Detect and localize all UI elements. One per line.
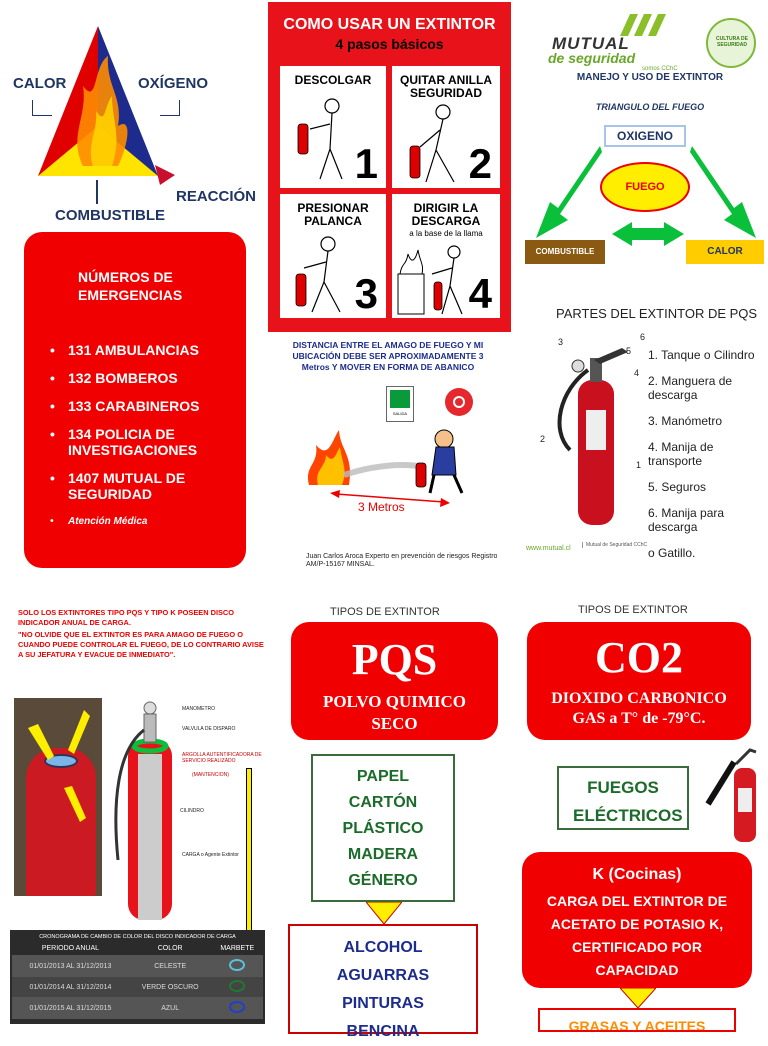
callout-6: 6 [640,332,646,342]
pqs-class-b-aguarras: AGUARRAS [336,967,430,984]
co2-heading: TIPOS DE EXTINTOR [578,604,688,616]
cronograma-title: CRONOGRAMA DE CAMBIO DE COLOR DEL DISCO INDICADOR DE CARGA [39,934,236,940]
pqs-box [291,622,498,740]
warning-text-2: "NO OLVIDE QUE EL EXTINTOR ES PARA AMAGO DE FUEGO O CUANDO PUEDE CONTROLAR EL FUEGO, DE LO CONTRARIO AVISE A SU JEFATURA Y EVACUE DE INMEDIATO". [18,630,264,659]
emergency-item-bomberos: • 132 BOMBEROS [40,370,238,386]
pqs-class-a-carton: CARTÓN [348,794,418,811]
row-1-to: 31/12/2013 [76,962,112,970]
cronograma-table [10,930,265,1024]
pqs-class-a-madera: MADERA [347,846,419,863]
pqs-class-a-papel: PAPEL [356,768,410,785]
parts-item-7: o Gatillo. [648,546,696,560]
oxigeno-leader-line [160,100,180,116]
label-calor: CALOR [13,75,67,92]
co2-fuegos-box: FUEGOS ELÉCTRICOS [557,766,689,830]
k-box [522,852,752,988]
distance-text: DISTANCIA ENTRE EL AMAGO DE FUEGO Y MI UBICACIÓN DEBE SER APROXIMADAMENTE 3 Metros Y MOVER EN FORMA DE ABANICO [292,340,484,372]
step-4 [392,194,500,318]
fire-and-person-icon [396,244,476,316]
step-2-number: 2 [468,140,492,187]
emergency-item-pdi: • 134 POLICIA DE INVESTIGACIONES [40,426,238,458]
pqs-class-b-bencina: BENCINA [346,1023,420,1040]
co2-name: CO2 [595,633,683,682]
step-3 [280,194,386,318]
person-quitar-anilla-icon [398,102,468,186]
alarm-icon [445,388,473,416]
person-extinguishing-fire-icon [304,425,474,495]
row-2-marbete [212,977,263,998]
extinguisher-photo [14,698,102,896]
parts-title: PARTES DEL EXTINTOR DE PQS [556,306,758,321]
row-2-to: 31/12/2014 [76,983,112,991]
mutual-logo-line3: somos CChC [642,66,678,72]
row-1-marbete [212,956,263,977]
row-3-color: AZUL [129,998,212,1019]
fire-triangle-icon [38,26,178,176]
row-3-sep: AL [66,1004,75,1012]
table-row [12,956,263,977]
triangle-arrows-icon [528,138,764,248]
cronograma-header-periodo: PERIODO ANUAL [12,942,129,956]
co2-box [527,622,751,740]
parts-item-2: 2. Manguera de descarga [648,374,733,402]
exit-sign-text: SALIDA [392,411,408,416]
pqs-class-b-alcohol: ALCOHOL [343,939,423,956]
row-2-from: 01/01/2014 [29,983,65,991]
parts-list [648,348,768,572]
diagram-valvula: VALVULA DE DISPARO [182,726,236,732]
table-row [12,977,263,998]
k-title: K (Cocinas) [592,866,682,883]
callout-5: 5 [626,346,632,356]
row-2-sep: AL [66,983,75,991]
diagram-cilindro: CILINDRO [180,808,204,814]
mutual-triangle-title: TRIANGULO DEL FUEGO [595,102,705,112]
co2-desc: DIOXIDO CARBONICO GAS a T° de -79°C. [551,690,727,727]
row-1-color: CELESTE [129,956,212,977]
label-reaccion: REACCIÓN [176,188,257,205]
exit-sign-icon [386,386,414,422]
co2-extinguisher-icon [700,744,764,844]
cronograma-grid [12,942,263,1019]
disk-azul-icon [229,1001,245,1013]
steps-subtitle: 4 pasos básicos [335,36,444,52]
callout-2: 2 [540,434,546,444]
cronograma-header-row [12,942,263,956]
distance-label: 3 Metros [358,500,405,514]
step-4-number: 4 [468,270,492,317]
diagram-mantencion: (MANTENCION) [192,772,229,778]
warning-text-1: SOLO LOS EXTINTORES TIPO PQS Y TIPO K POSEEN DISCO INDICADOR ANUAL DE CARGA. [18,608,235,627]
cultura-badge-text: CULTURA DE SEGURIDAD [716,36,748,48]
reaction-arrow-icon [150,160,180,190]
step-2 [392,66,500,188]
extinguisher-diagram-icon [108,700,188,920]
mutual-fuego-circle: FUEGO [600,162,690,212]
mutual-logo-line2: de seguridad [548,50,636,66]
emergency-note: • Atención Médica [40,514,238,530]
mutual-oxigeno-box: OXIGENO [604,125,686,147]
credit-text: Juan Carlos Aroca Experto en prevención de riesgos Registro AM/P-15167 MINSAL. [306,553,498,568]
label-combustible: COMBUSTIBLE [55,207,165,224]
diagram-carga: CARGA o Agente Extintor [182,852,239,858]
steps-title: COMO USAR UN EXTINTOR [283,16,496,33]
mutual-logo [546,12,696,72]
step-4-title: DIRIGIR LA DESCARGA [411,201,481,228]
emergency-title: NÚMEROS DE EMERGENCIAS [78,269,183,303]
k-desc: CARGA DEL EXTINTOR DE ACETATO DE POTASIO K, CERTIFICADO POR CAPACIDAD [546,893,728,978]
mutual-combustible-box: COMBUSTIBLE [525,240,605,264]
emergency-item-ambulancias: • 131 AMBULANCIAS [40,342,238,358]
row-3-to: 31/12/2015 [76,1004,112,1012]
parts-footer-right: Mutual de Seguridad CChC [582,542,647,548]
pqs-name: PQS [351,635,438,684]
parts-item-5: 5. Seguros [648,480,707,494]
pqs-class-a-plastico: PLÁSTICO [342,820,424,837]
parts-item-1: 1. Tanque o Cilindro [648,348,755,362]
cronograma-header-marbete: MARBETE [212,942,263,956]
emergency-numbers-box [24,232,246,568]
cultura-badge [706,18,756,68]
step-1-number: 1 [354,140,378,187]
disk-verde-icon [229,980,245,992]
row-2-color: VERDE OSCURO [129,977,212,998]
row-1-from: 01/01/2013 [29,962,65,970]
table-row [12,998,263,1019]
pqs-class-a-box [311,754,455,902]
emergency-item-mutual: • 1407 MUTUAL DE SEGURIDAD [40,470,238,502]
diagram-manometro: MANOMETRO [182,706,216,712]
fire-triangle-section [0,0,260,230]
step-4-subtitle: a la base de la llama [409,229,483,238]
step-1-title: DESCOLGAR [294,73,372,87]
label-oxigeno: OXÍGENO [138,75,209,92]
steps-panel [268,2,511,332]
disk-celeste-icon [229,959,245,971]
mutual-calor-box: CALOR [686,240,764,264]
row-1-sep: AL [66,962,75,970]
k-arrow-down-icon [620,988,656,1008]
pqs-class-b-box [288,924,478,1040]
person-presionar-icon [286,234,356,316]
step-1 [280,66,386,188]
step-3-title: PRESIONAR PALANCA [297,201,369,228]
callout-4: 4 [634,368,640,378]
mutual-logo-line1: MUTUAL [552,34,630,53]
pqs-class-b-pinturas: PINTURAS [342,995,424,1012]
step-3-number: 3 [354,270,378,317]
callout-1: 1 [636,460,642,470]
grasas-box: GRASAS Y ACEITES [538,1008,736,1032]
parts-item-3: 3. Manómetro [648,414,723,428]
pqs-class-a-genero: GÉNERO [348,872,418,889]
emergency-item-carabineros: • 133 CARABINEROS [40,398,238,414]
combustible-leader-line [96,180,98,204]
person-descolgar-icon [290,94,360,184]
extinguisher-parts-icon [540,330,650,530]
cronograma-header-color: COLOR [129,942,212,956]
pqs-arrow-down-icon [366,902,402,924]
parts-item-4: 4. Manija de transporte [648,440,714,468]
calor-leader-line [32,100,52,116]
row-3-from: 01/01/2015 [29,1004,65,1012]
parts-item-6: 6. Manija para descarga [648,506,725,534]
pqs-heading: TIPOS DE EXTINTOR [330,606,440,618]
row-3-marbete [212,998,263,1019]
pqs-desc: POLVO QUIMICO SECO [322,692,467,733]
diagram-argolla: ARGOLLA AUTENTIFICADORA DE SERVICIO REALIZADO [182,752,262,764]
callout-3: 3 [558,337,564,347]
emergency-list [40,342,238,530]
mutual-heading: MANEJO Y USO DE EXTINTOR [576,72,724,83]
step-2-title: QUITAR ANILLA SEGURIDAD [400,73,492,100]
parts-footer-left: www.mutual.cl [526,545,571,552]
